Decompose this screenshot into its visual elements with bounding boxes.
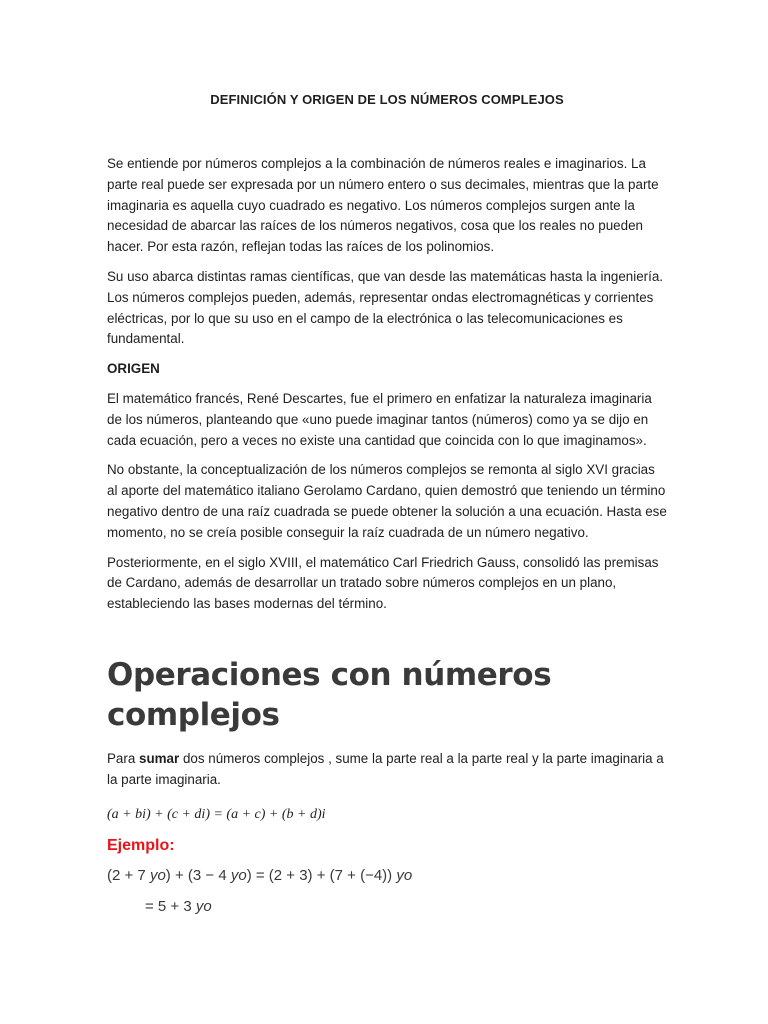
example-line-1-yo-3: yo	[396, 866, 413, 884]
example-line-2	[107, 898, 667, 915]
operations-heading: Operaciones con números complejos	[107, 656, 552, 733]
example-line-1-yo-1: yo	[149, 866, 166, 884]
sum-intro-bold: sumar	[139, 750, 180, 766]
example-line-1-yo-2: yo	[230, 866, 247, 884]
sum-intro	[107, 749, 667, 791]
sum-intro-end: dos números complejos , sume la parte real a la parte real y la parte imaginaria a la parte imaginaria.	[107, 750, 664, 787]
paragraph-descartes: El matemático francés, René Descartes, fue el primero en enfatizar la naturaleza imaginaria de los números, planteando que «uno puede imaginar tantos (números) como ya se dijo en cada ecuación, pero a veces no existe una cantidad que coincida con lo que imaginamos».	[107, 390, 652, 448]
paragraph-gauss: Posteriormente, en el siglo XVIII, el matemático Carl Friedrich Gauss, consolidó las premisas de Cardano, además de desarrollar un tratado sobre números complejos en un plano, estableciendo las bases modernas del término.	[107, 554, 659, 612]
document-title: DEFINICIÓN Y ORIGEN DE LOS NÚMEROS COMPLEJOS	[210, 92, 564, 107]
paragraph-definition: Se entiende por números complejos a la combinación de números reales e imaginarios. La parte real puede ser expresada por un número entero o sus decimales, mientras que la parte imaginaria es aquella cuyo cuadrado es negativo. Los números complejos surgen ante la necesidad de abarcar las raíces de los números negativos, cosa que los reales no pueden hacer. Por esta razón, reflejan todas las raíces de los polinomios.	[107, 156, 659, 255]
example-line-1-part-a: (2 + 7	[107, 866, 150, 884]
example-line-1	[107, 867, 667, 884]
document-content	[107, 92, 667, 929]
example-line-1-part-b: ) + (3 − 4	[165, 866, 231, 884]
paragraph-uses: Su uso abarca distintas ramas científicas, que van desde las matemáticas hasta la ingeniería. Los números complejos pueden, además, representar ondas electromagnéticas y corrientes eléctricas, por lo que su uso en el campo de la electrónica o las telecomunicaciones es fundamental.	[107, 268, 664, 347]
example-line-2-yo: yo	[195, 897, 212, 915]
origin-heading: ORIGEN	[107, 361, 160, 377]
example-label: Ejemplo:	[107, 836, 175, 854]
sum-formula: (a + bi) + (c + di) = (a + c) + (b + d)i	[107, 806, 326, 822]
sum-intro-start: Para	[107, 750, 140, 766]
example-line-2-part-a: = 5 + 3	[145, 897, 196, 915]
paragraph-cardano: No obstante, la conceptualización de los números complejos se remonta al siglo XVI gracias al aporte del matemático italiano Gerolamo Cardano, quien demostró que teniendo un término negativo dentro de una raíz cuadrada se puede obtener la solución a una ecuación. Hasta ese momento, no se creía posible conseguir la raíz cuadrada de un número negativo.	[107, 462, 667, 540]
example-line-1-part-c: ) = (2 + 3) + (7 + (−4))	[246, 866, 397, 884]
